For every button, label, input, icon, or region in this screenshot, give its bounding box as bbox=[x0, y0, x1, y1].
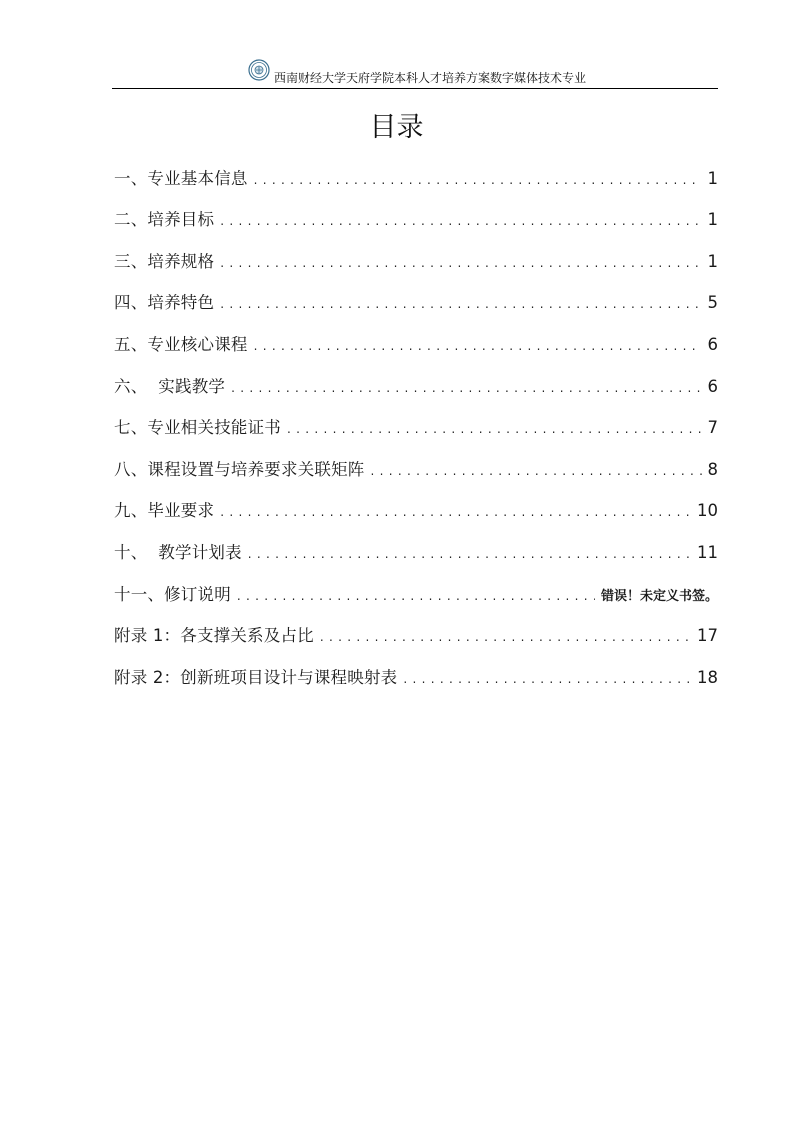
toc-page-number: 1 bbox=[707, 168, 718, 188]
toc-entry-2[interactable] bbox=[114, 196, 718, 238]
toc-dot-leader bbox=[237, 589, 595, 606]
toc-page-number: 11 bbox=[697, 542, 718, 562]
toc-page-number: 1 bbox=[707, 251, 718, 271]
toc-page-number: 6 bbox=[707, 376, 718, 396]
toc-dot-leader bbox=[220, 256, 701, 273]
toc-list bbox=[114, 154, 718, 695]
toc-page-number: 7 bbox=[707, 418, 718, 438]
toc-dot-leader bbox=[231, 381, 701, 398]
toc-page-number: 6 bbox=[707, 334, 718, 354]
toc-entry-label: 四、培养特色 bbox=[114, 293, 215, 313]
toc-entry-5[interactable] bbox=[114, 320, 718, 362]
toc-entry-7[interactable] bbox=[114, 404, 718, 446]
toc-dot-leader bbox=[403, 672, 691, 689]
toc-entry-label: 附录 1：各支撑关系及占比 bbox=[114, 626, 314, 646]
toc-page-number: 17 bbox=[697, 626, 718, 646]
toc-entry-label: 附录 2：创新班项目设计与课程映射表 bbox=[114, 667, 398, 687]
toc-page-number: 10 bbox=[697, 501, 718, 521]
toc-dot-leader bbox=[220, 297, 701, 314]
toc-entry-12[interactable] bbox=[114, 612, 718, 654]
toc-page-number: 5 bbox=[707, 293, 718, 313]
toc-bookmark-error: 错误！未定义书签。 bbox=[600, 588, 718, 604]
toc-entry-8[interactable] bbox=[114, 445, 718, 487]
toc-entry-label: 二、培养目标 bbox=[114, 210, 215, 230]
toc-entry-label: 十一、修订说明 bbox=[114, 584, 231, 604]
toc-page-number: 1 bbox=[707, 210, 718, 230]
toc-dot-leader bbox=[287, 422, 702, 439]
toc-entry-label: 九、毕业要求 bbox=[114, 501, 215, 521]
toc-entry-label: 三、培养规格 bbox=[114, 251, 215, 271]
toc-entry-1[interactable] bbox=[114, 154, 718, 196]
toc-dot-leader bbox=[254, 173, 702, 190]
toc-entry-11[interactable] bbox=[114, 570, 718, 612]
toc-dot-leader bbox=[220, 505, 691, 522]
toc-page-number: 8 bbox=[707, 459, 718, 479]
toc-page-number: 18 bbox=[697, 667, 718, 687]
toc-title: 目录 bbox=[369, 112, 424, 143]
toc-entry-13[interactable] bbox=[114, 653, 718, 695]
toc-entry-label: 七、专业相关技能证书 bbox=[114, 418, 281, 438]
toc-entry-9[interactable] bbox=[114, 487, 718, 529]
toc-dot-leader bbox=[371, 464, 702, 481]
header-title: 西南财经大学天府学院本科人才培养方案数字媒体技术专业 bbox=[274, 71, 587, 85]
toc-entry-label: 十、 教学计划表 bbox=[114, 542, 242, 562]
toc-entry-4[interactable] bbox=[114, 279, 718, 321]
toc-entry-label: 五、专业核心课程 bbox=[114, 334, 248, 354]
toc-dot-leader bbox=[320, 630, 691, 647]
toc-entry-10[interactable] bbox=[114, 528, 718, 570]
toc-entry-label: 一、专业基本信息 bbox=[114, 168, 248, 188]
toc-dot-leader bbox=[254, 339, 702, 356]
toc-dot-leader bbox=[220, 214, 701, 231]
toc-entry-label: 六、 实践教学 bbox=[114, 376, 226, 396]
toc-dot-leader bbox=[248, 547, 691, 564]
page-header bbox=[112, 58, 718, 89]
toc-entry-label: 八、课程设置与培养要求关联矩阵 bbox=[114, 459, 365, 479]
toc-entry-3[interactable] bbox=[114, 237, 718, 279]
university-seal-icon bbox=[248, 59, 270, 81]
toc-entry-6[interactable] bbox=[114, 362, 718, 404]
